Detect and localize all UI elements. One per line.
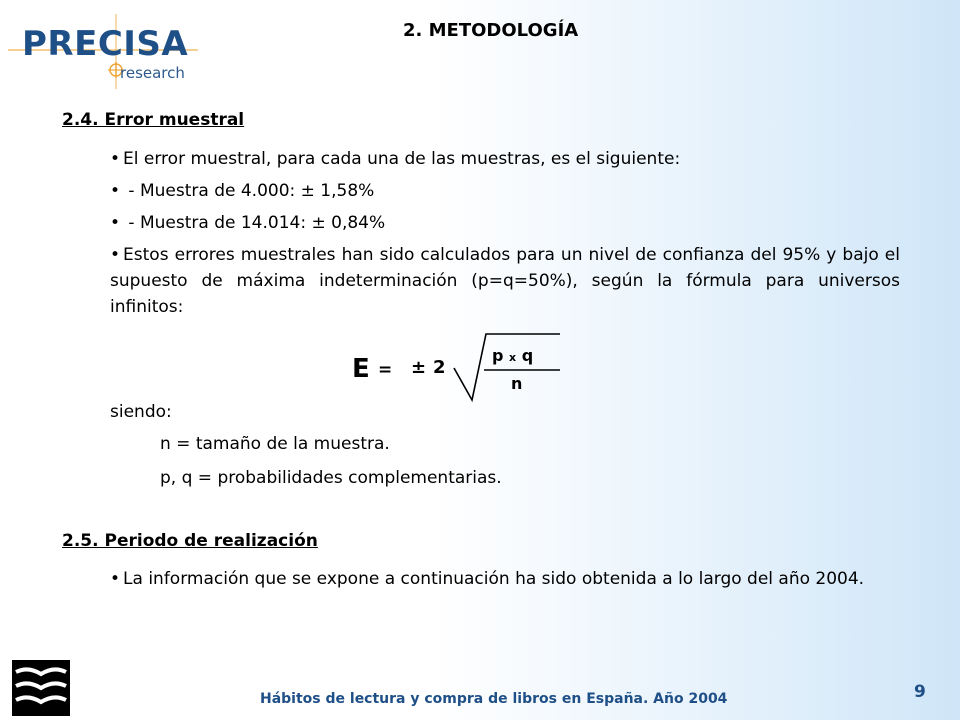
formula-denominator: n — [511, 374, 523, 393]
sample-14014-item — [110, 210, 385, 236]
error-intro-item — [110, 146, 680, 172]
formula-coefficient: 2 — [433, 357, 446, 378]
formula-num-x: x — [509, 351, 517, 364]
book-logo-icon — [12, 660, 70, 716]
sample-4000-text: - Muestra de 4.000: ± 1,58% — [123, 181, 375, 201]
sample-4000-item — [110, 178, 374, 204]
definition-pq: p, q = probabilidades complementarias. — [160, 468, 502, 488]
formula-equals: = — [378, 360, 393, 380]
section-25-heading: 2.5. Periodo de realización — [62, 531, 318, 551]
period-item — [110, 566, 900, 592]
formula-num-q: q — [521, 346, 534, 365]
sample-14014-text: - Muestra de 14.014: ± 0,84% — [123, 213, 386, 233]
formula-num-p: p — [492, 346, 504, 365]
explanation-text: Estos errores muestrales han sido calculados para un nivel de confianza del 95% y bajo el supuesto de máxima indeterminación (p=q=50%), según la fórmula para universos infinitos: — [110, 245, 900, 317]
logo-subtitle: research — [120, 64, 185, 82]
explanation-item — [110, 242, 900, 320]
section-title: 2. METODOLOGÍA — [403, 20, 579, 41]
footer-title: Hábitos de lectura y compra de libros en España. Año 2004 — [260, 691, 728, 707]
formula-numerator — [492, 346, 533, 365]
siendo-label: siendo: — [110, 402, 172, 422]
error-intro-text: El error muestral, para cada una de las muestras, es el siguiente: — [123, 149, 681, 169]
definition-n: n = tamaño de la muestra. — [160, 434, 390, 454]
period-text: La información que se expone a continuación ha sido obtenida a lo largo del año 2004. — [123, 569, 865, 589]
logo-wordmark: PRECISA — [22, 24, 189, 64]
formula-plusminus: ± — [411, 357, 427, 378]
square-root-symbol — [452, 330, 564, 402]
section-24-heading: 2.4. Error muestral — [62, 110, 245, 130]
formula-lhs: E — [352, 354, 370, 384]
page-number: 9 — [914, 682, 926, 702]
